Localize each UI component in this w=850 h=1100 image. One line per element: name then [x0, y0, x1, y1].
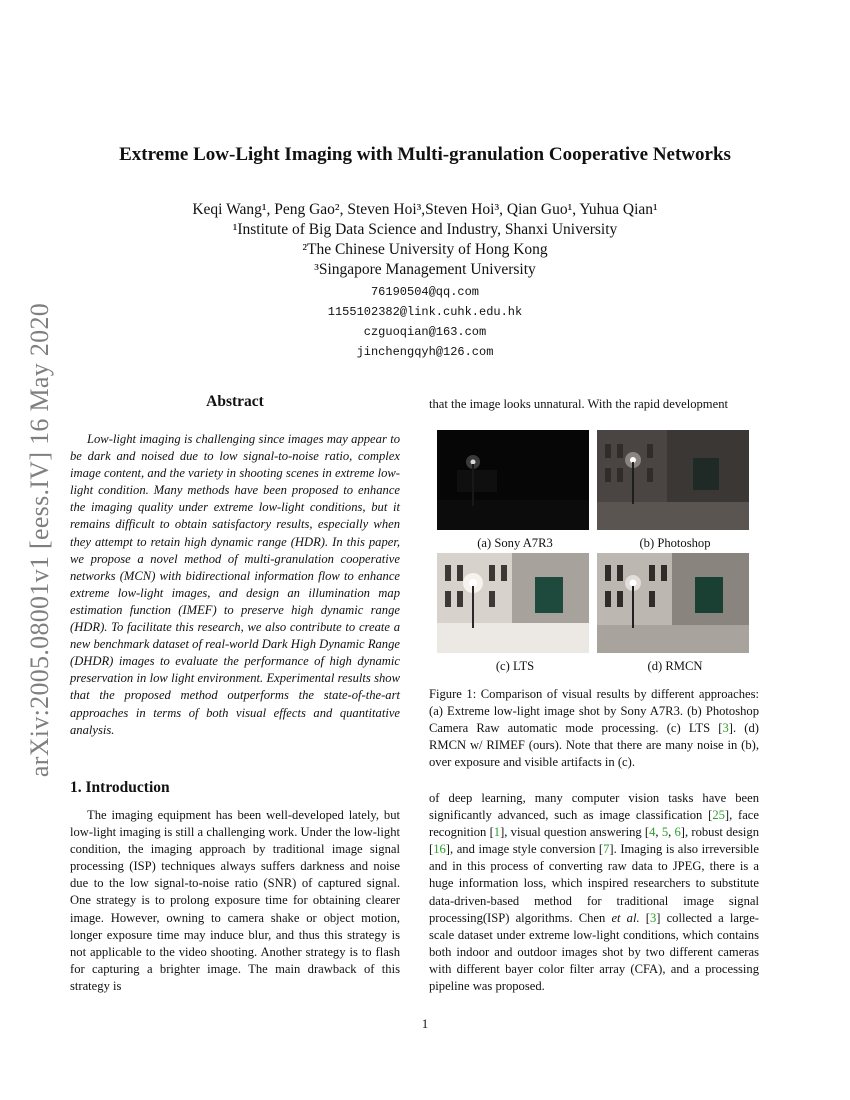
author-block: [0, 200, 850, 280]
photoshop-result-photo: [597, 430, 749, 530]
abstract-body: [70, 431, 400, 739]
dark-night-photo: [437, 430, 589, 530]
email-2: 1155102382@link.cuhk.edu.hk: [327, 305, 523, 319]
intro-paragraph: The imaging equipment has been well-developed lately, but low-light imaging is still a challenging work. Under the low-light condition, the imaging approach by traditional image signal processing (ISP) techniques always suffers darkness and noise due to the low signal-to-noise ratio (SNR) of captured signal. One strategy is to prolong exposure time for obtaining clearer image. However, owning to camera shake or object motion, longer exposure time may induce blur, and thus this strategy is not applicable to the video shooting. Another strategy is to flash for capturing a brighter image. The main drawback of this strategy is: [70, 808, 400, 993]
figure-panel-a-image: [437, 430, 589, 530]
citation-link[interactable]: 5: [661, 825, 669, 840]
figure-panel-b-image: [597, 430, 749, 530]
body-text: ], face recognition [: [429, 808, 759, 840]
figure-panel-a-label: (a) Sony A7R3: [477, 536, 553, 550]
page-number: 1: [421, 1017, 429, 1031]
email-4: jinchengqyh@126.com: [356, 345, 494, 359]
figure-panel-c-image: [437, 553, 589, 653]
figure-caption: [429, 686, 759, 771]
body-text: ,: [668, 825, 675, 840]
figure-panel-d-image: [597, 553, 749, 653]
body-text: [: [639, 910, 650, 925]
body-text: ,: [655, 825, 662, 840]
paper-title: Extreme Low-Light Imaging with Multi-granulation Cooperative Networks: [119, 144, 731, 165]
introduction-body: [70, 807, 400, 995]
right-column-body: [429, 790, 759, 995]
rmcn-result-photo: [597, 553, 749, 653]
citation-link[interactable]: 6: [674, 825, 681, 840]
email-3: czguoqian@163.com: [363, 325, 487, 339]
body-text-italic: et al.: [611, 910, 640, 925]
lts-result-photo: [437, 553, 589, 653]
right-column-top-line: that the image looks unnatural. With the rapid development: [429, 397, 728, 411]
figure-caption-intro: Figure 1: Comparison of visual results by different approaches: (a) Extreme low-light image shot by Sony A7R3. (b) Photoshop Camera Raw automatic mode processing. (c) LTS [: [429, 687, 759, 736]
body-text: ], and image style conversion [: [445, 842, 604, 857]
citation-link[interactable]: 7: [603, 842, 610, 857]
email-1: 76190504@qq.com: [370, 285, 480, 299]
figure-panel-c-label: (c) LTS: [495, 659, 535, 673]
citation-link[interactable]: 25: [712, 808, 725, 823]
citation-link[interactable]: 3: [722, 721, 729, 736]
citation-link[interactable]: 1: [493, 825, 501, 840]
body-text: ], robust design [: [429, 825, 759, 857]
body-text: ]. Imaging is also irreversible and in this process of converting raw data to JPEG, there is a huge information loss, which inspired researchers to substitute data-driven-based method for traditional image signal processing(ISP) algorithms. Chen: [429, 842, 759, 925]
citation-link[interactable]: 16: [433, 842, 446, 857]
email-list: [0, 282, 850, 362]
body-text: of deep learning, many computer vision tasks have been significantly advanced, such as image classification [: [429, 791, 759, 823]
affiliation-1: ¹Institute of Big Data Science and Industry, Shanxi University: [232, 221, 618, 238]
figure-panel-b-label: (b) Photoshop: [639, 536, 711, 550]
abstract-text: Low-light imaging is challenging since images may appear to be dark and noised due to low signal-to-noise ratio, complex image content, and the variety in shooting scenes in extreme low-light condition. Many methods have been proposed to enhance the imaging quality under extreme low-light conditions, but it remains difficult to obtain satisfactory results, especially when they attempt to retain high dynamic range (HDR). In this paper, we propose a novel method of multi-granulation cooperative networks (MCN) with bidirectional information flow to enhance extreme low-light images, and design an illumination map estimation function (IMEF) to preserve high dynamic range (HDR). To facilitate this research, we also contribute to create a new benchmark dataset of real-world Dark High Dynamic Range (DHDR) images to evaluate the performance of high dynamic preservation in low light environment. Experimental results show that the proposed method outperforms the state-of-the-art approaches in terms of both visual effects and quantitative analysis.: [70, 432, 400, 737]
body-text: ] collected a large-scale dataset under extreme low-light conditions, which contains both indoor and outdoor images shot by two different cameras with different bayer color filter array (CFA), and a processing pipeline was proposed.: [429, 910, 760, 994]
citation-link[interactable]: 3: [649, 910, 657, 925]
body-text: ], visual question answering [: [500, 825, 650, 840]
affiliation-2: ²The Chinese University of Hong Kong: [302, 241, 548, 258]
figure-panel-d-label: (d) RMCN: [647, 659, 703, 673]
authors-line: Keqi Wang¹, Peng Gao², Steven Hoi³,Steven Hoi³, Qian Guo¹, Yuhua Qian¹: [192, 201, 658, 218]
affiliation-3: ³Singapore Management University: [314, 261, 536, 278]
figure-caption-rest: ]. (d) RMCN w/ RIMEF (ours). Note that there are many noise in (b), over exposure and visible artifacts in (c).: [429, 721, 759, 770]
section-heading-introduction: 1. Introduction: [70, 779, 170, 796]
citation-link[interactable]: 4: [649, 825, 656, 840]
arxiv-id: arXiv:2005.08001v1 [eess.IV] 16 May 2020: [25, 302, 54, 778]
abstract-heading: Abstract: [206, 393, 264, 410]
